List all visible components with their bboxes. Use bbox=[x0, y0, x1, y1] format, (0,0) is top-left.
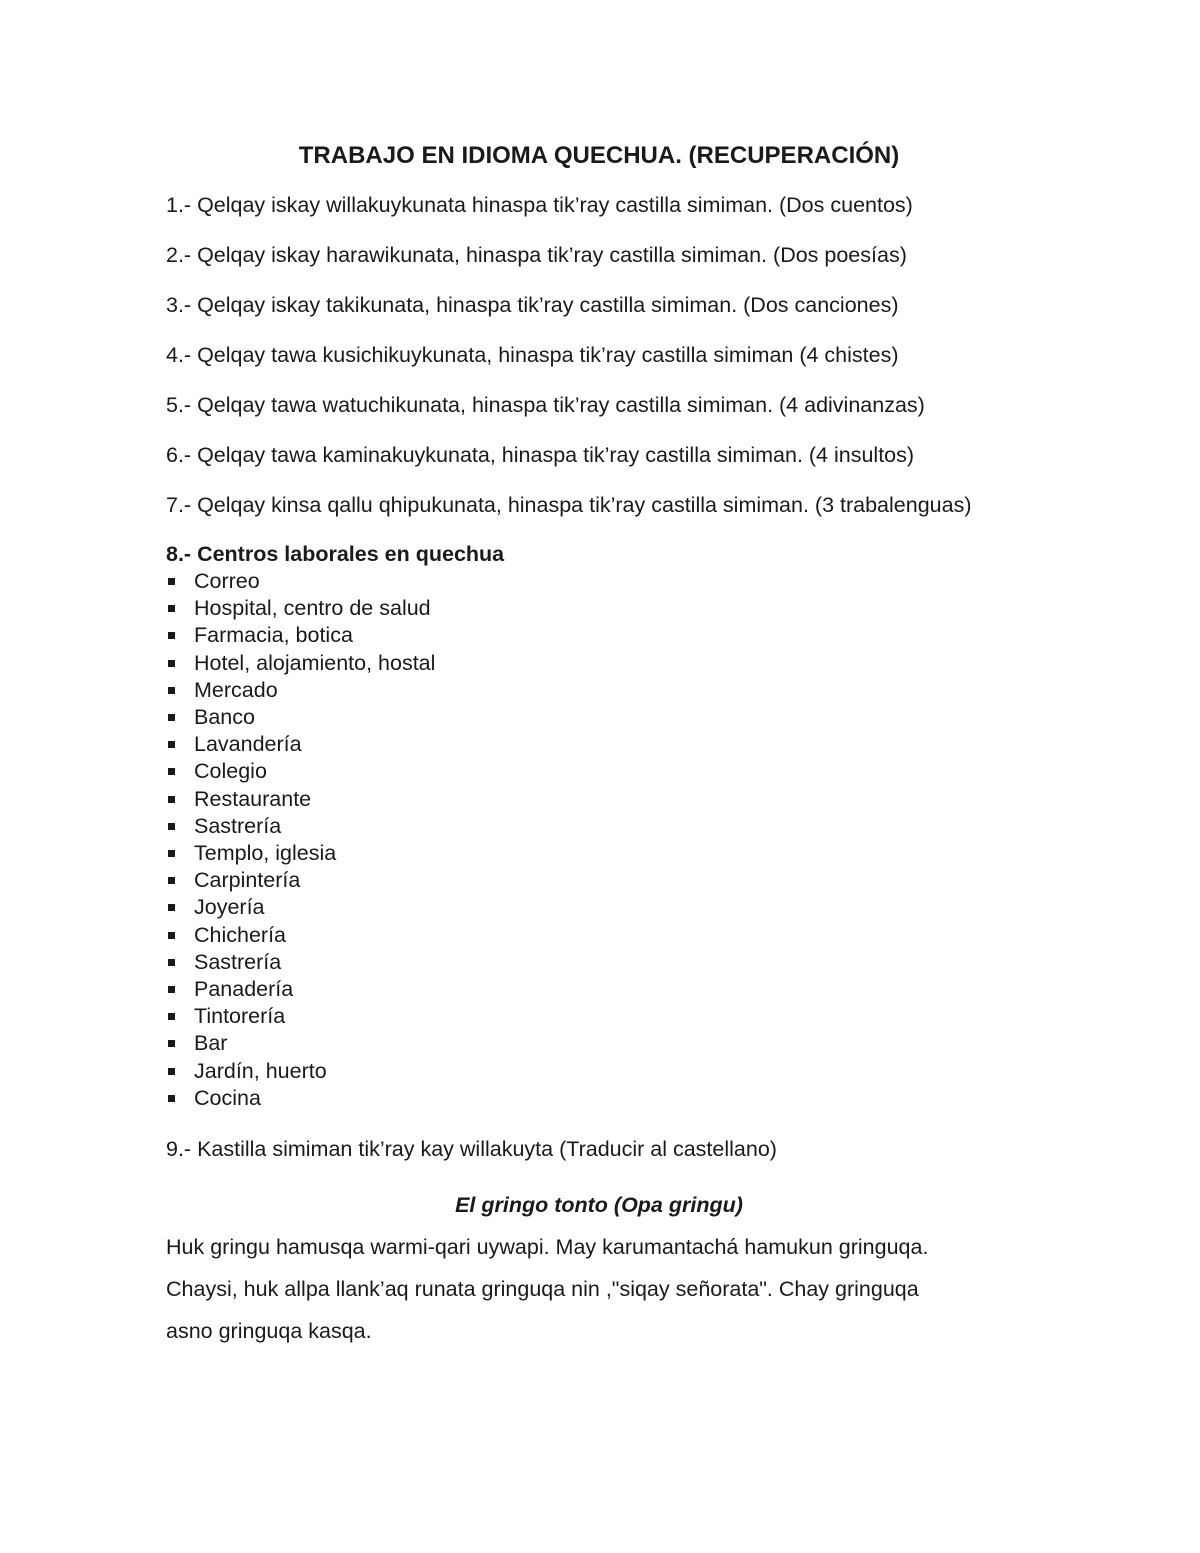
list-item: Mercado bbox=[166, 677, 1032, 704]
list-item: Hospital, centro de salud bbox=[166, 595, 1032, 622]
section-8 bbox=[166, 540, 1032, 1112]
list-item: Tintorería bbox=[166, 1003, 1032, 1030]
question-7: 7.- Qelqay kinsa qallu qhipukunata, hinaspa tik’ray castilla simiman. (3 trabalenguas) bbox=[166, 493, 972, 517]
question-9: 9.- Kastilla simiman tik’ray kay willakuyta (Traducir al castellano) bbox=[166, 1137, 777, 1162]
list-item: Templo, iglesia bbox=[166, 840, 1032, 867]
list-item: Hotel, alojamiento, hostal bbox=[166, 650, 1032, 677]
list-item: Cocina bbox=[166, 1085, 1032, 1112]
workplaces-list bbox=[166, 568, 1032, 1112]
list-item: Banco bbox=[166, 704, 1032, 731]
story-line: asno gringuqa kasqa. bbox=[166, 1319, 372, 1344]
list-item: Farmacia, botica bbox=[166, 622, 1032, 649]
list-item: Bar bbox=[166, 1030, 1032, 1057]
list-item: Panadería bbox=[166, 976, 1032, 1003]
story-line: Huk gringu hamusqa warmi-qari uywapi. May karumantachá hamukun gringuqa. bbox=[166, 1235, 929, 1260]
list-item: Restaurante bbox=[166, 786, 1032, 813]
list-item: Colegio bbox=[166, 758, 1032, 785]
list-item: Correo bbox=[166, 568, 1032, 595]
question-3: 3.- Qelqay iskay takikunata, hinaspa tik’ray castilla simiman. (Dos canciones) bbox=[166, 293, 899, 317]
list-item: Carpintería bbox=[166, 867, 1032, 894]
document-page bbox=[166, 138, 1032, 1352]
list-item: Chichería bbox=[166, 922, 1032, 949]
list-item: Joyería bbox=[166, 894, 1032, 921]
story-line: Chaysi, huk allpa llank’aq runata gringuqa nin ,"siqay señorata". Chay gringuqa bbox=[166, 1277, 919, 1302]
question-1: 1.- Qelqay iskay willakuykunata hinaspa tik’ray castilla simiman. (Dos cuentos) bbox=[166, 193, 913, 217]
list-item: Jardín, huerto bbox=[166, 1058, 1032, 1085]
story bbox=[166, 1184, 1032, 1352]
question-6: 6.- Qelqay tawa kaminakuykunata, hinaspa tik’ray castilla simiman. (4 insultos) bbox=[166, 443, 915, 467]
list-item: Sastrería bbox=[166, 949, 1032, 976]
section-8-heading: 8.- Centros laborales en quechua bbox=[166, 542, 505, 566]
question-4: 4.- Qelqay tawa kusichikuykunata, hinaspa tik’ray castilla simiman (4 chistes) bbox=[166, 343, 899, 367]
question-2: 2.- Qelqay iskay harawikunata, hinaspa tik’ray castilla simiman. (Dos poesías) bbox=[166, 243, 907, 267]
list-item: Lavandería bbox=[166, 731, 1032, 758]
story-title: El gringo tonto (Opa gringu) bbox=[455, 1193, 743, 1218]
list-item: Sastrería bbox=[166, 813, 1032, 840]
document-title: TRABAJO EN IDIOMA QUECHUA. (RECUPERACIÓN) bbox=[298, 142, 900, 169]
question-5: 5.- Qelqay tawa watuchikunata, hinaspa tik’ray castilla simiman. (4 adivinanzas) bbox=[166, 393, 925, 417]
